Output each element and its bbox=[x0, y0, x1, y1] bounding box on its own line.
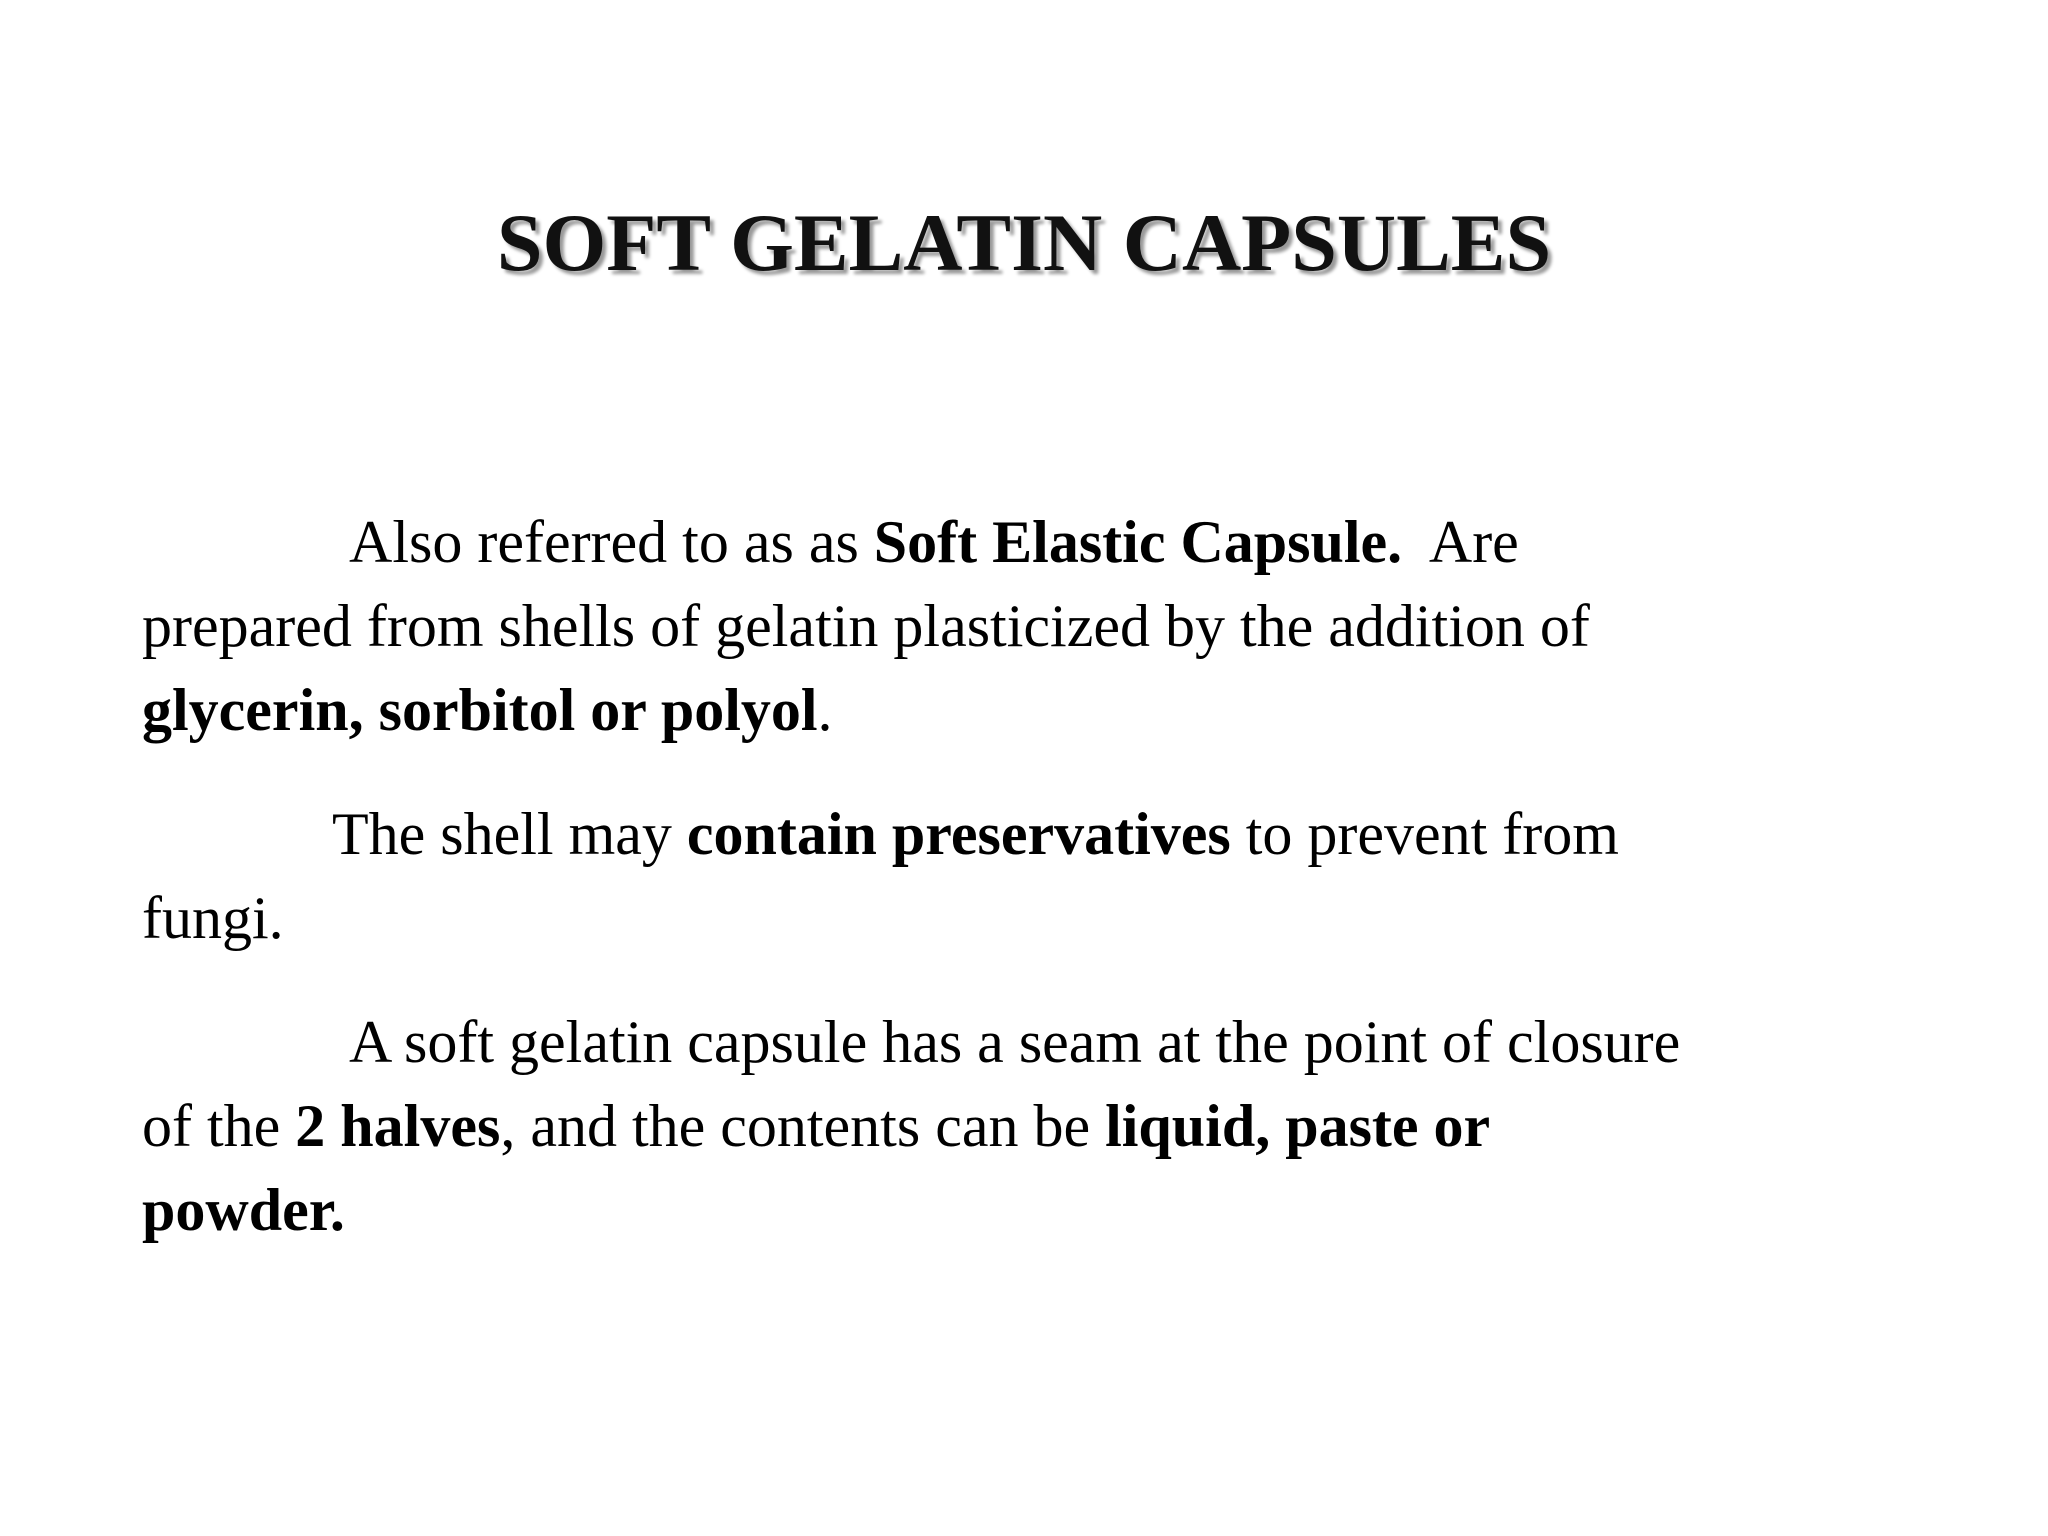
paragraph-line bbox=[142, 1084, 1942, 1168]
paragraph-preservatives bbox=[142, 792, 1942, 960]
text-run: Also referred to as as bbox=[349, 509, 874, 575]
bold-text: contain preservatives bbox=[686, 801, 1231, 867]
paragraph-line: prepared from shells of gelatin plasticized by the addition of bbox=[142, 593, 1590, 659]
text-run: to prevent from bbox=[1230, 801, 1619, 867]
bold-text: 2 halves bbox=[295, 1093, 501, 1159]
text-run: , and the contents can be bbox=[500, 1093, 1106, 1159]
paragraph-line: A soft gelatin capsule has a seam at the point of closure bbox=[349, 1009, 1681, 1075]
bold-text: liquid, paste or bbox=[1105, 1093, 1491, 1159]
paragraph-definition bbox=[142, 500, 1942, 752]
slide-body bbox=[142, 500, 1942, 1292]
paragraph-line bbox=[142, 668, 1942, 752]
text-run: The shell may bbox=[332, 801, 687, 867]
text-run: of the bbox=[142, 1093, 296, 1159]
slide-title: SOFT GELATIN CAPSULES bbox=[496, 197, 1552, 288]
paragraph-line bbox=[142, 1168, 1942, 1252]
bold-text: Soft Elastic Capsule. bbox=[873, 509, 1403, 575]
bold-text: glycerin, sorbitol or polyol bbox=[142, 677, 818, 743]
text-run: . bbox=[817, 677, 833, 743]
text-run: Are bbox=[1402, 509, 1519, 575]
paragraph-seam bbox=[142, 1000, 1942, 1252]
paragraph-line bbox=[142, 500, 1942, 584]
paragraph-line: fungi. bbox=[142, 885, 284, 951]
paragraph-line bbox=[142, 792, 1942, 876]
bold-text: powder. bbox=[142, 1177, 345, 1243]
